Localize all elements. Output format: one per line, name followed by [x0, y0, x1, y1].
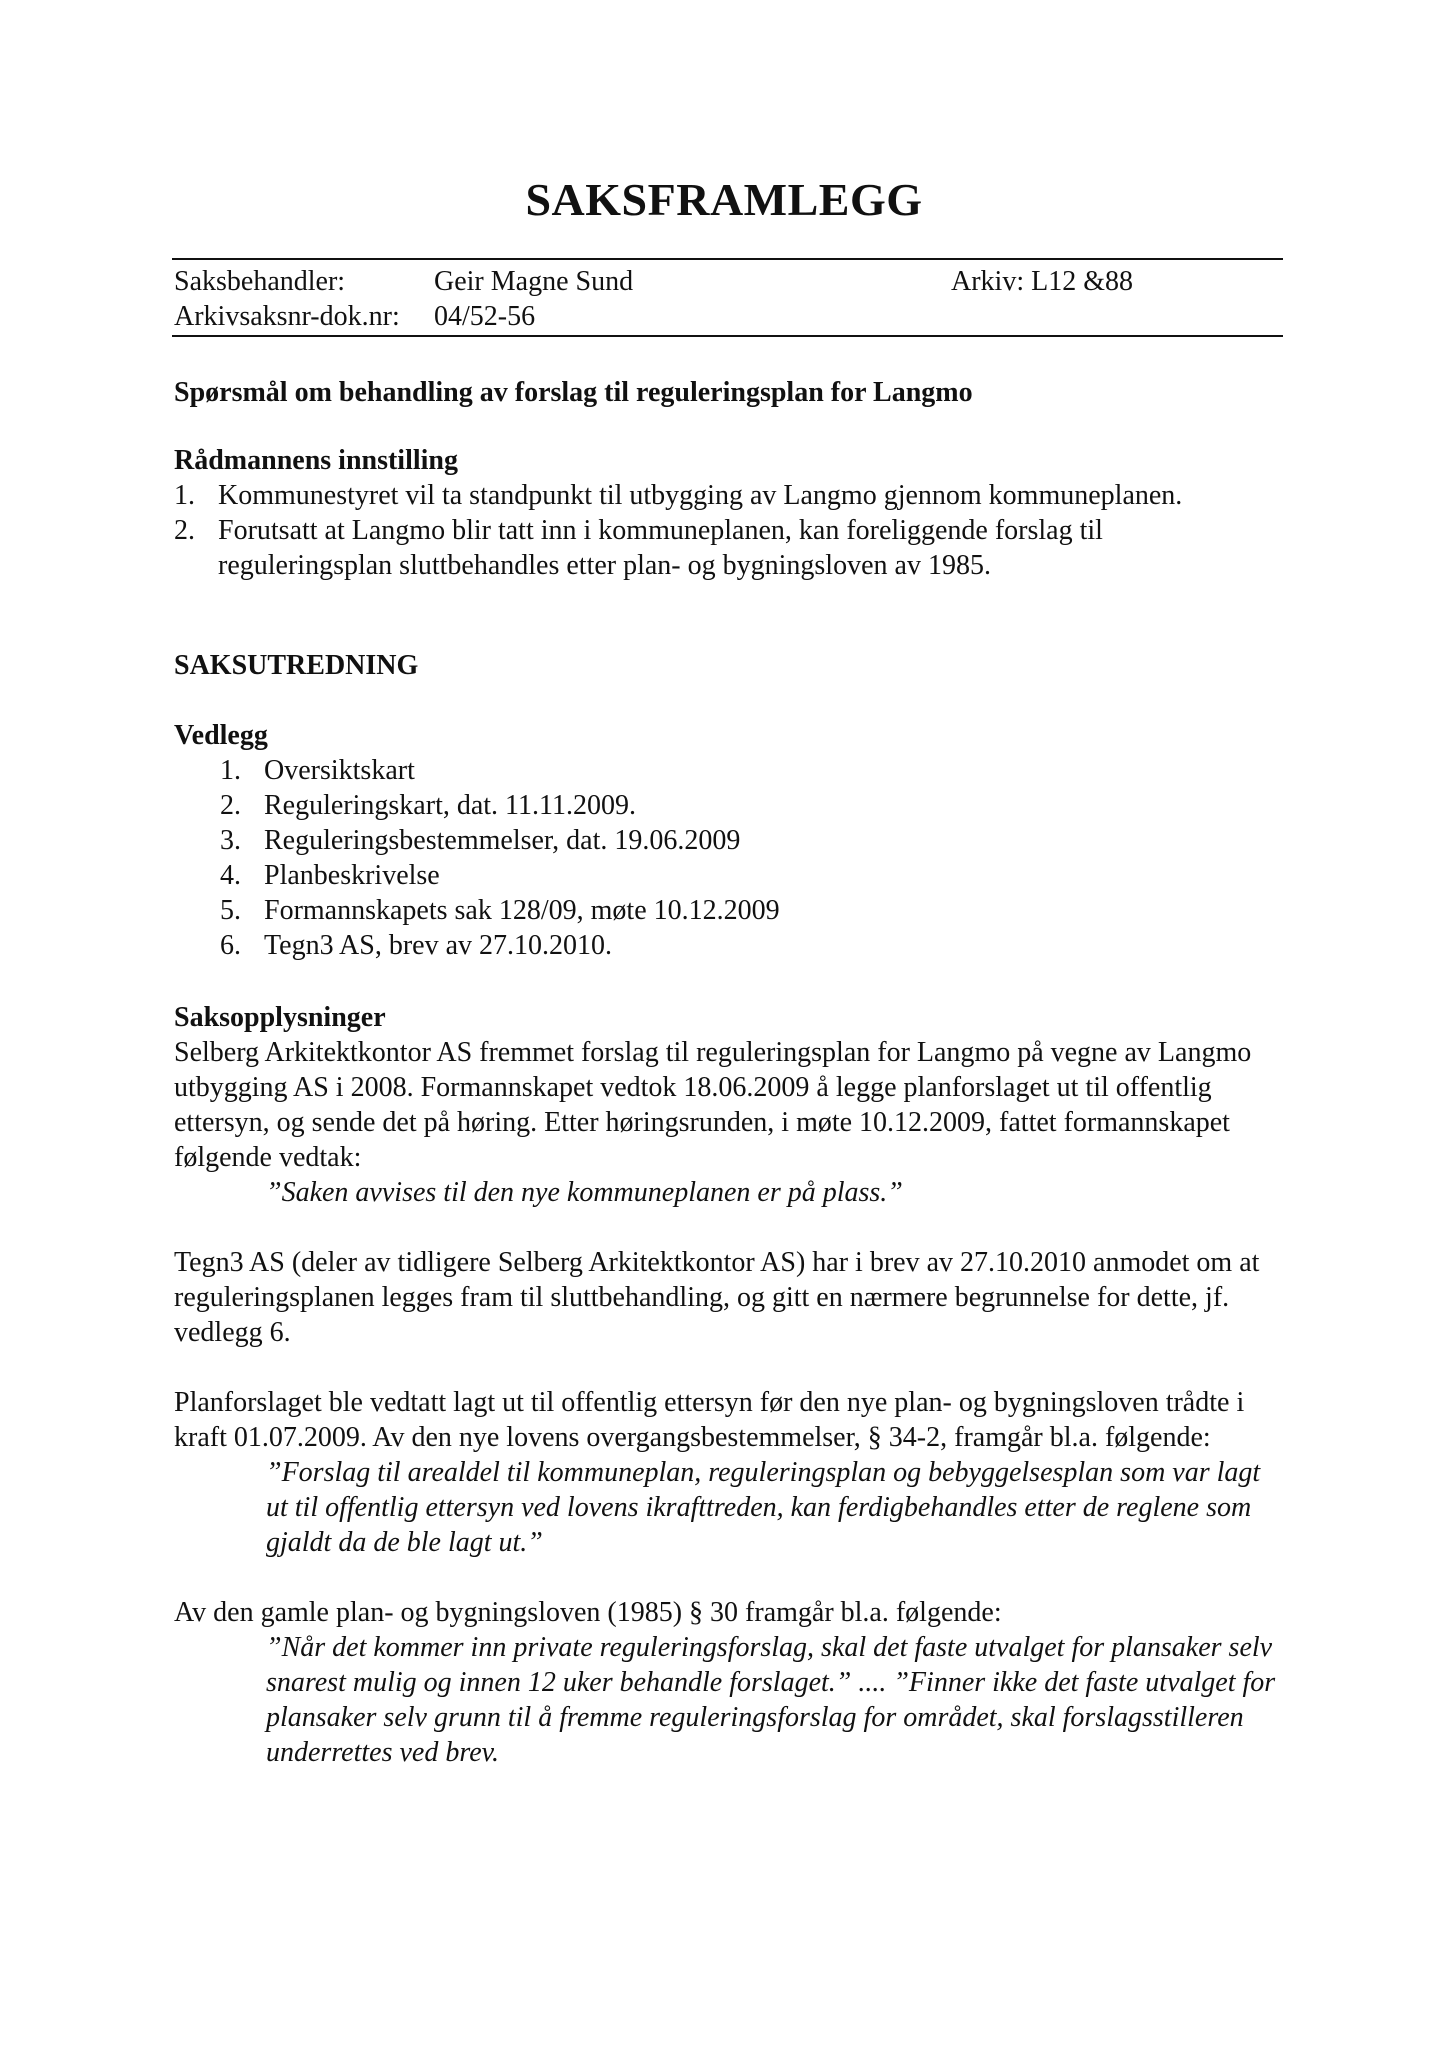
vedlegg-heading: Vedlegg	[174, 720, 268, 751]
arkiv-code: Arkiv: L12 &88	[951, 266, 1133, 297]
item-text: Reguleringskart, dat. 11.11.2009.	[264, 790, 636, 821]
list-item	[174, 788, 1284, 823]
saksutredning-section	[174, 648, 1284, 683]
list-item	[174, 823, 1284, 858]
saksbehandler-label: Saksbehandler:	[174, 266, 346, 297]
item-number: 2.	[220, 790, 241, 821]
saksbehandler-value: Geir Magne Sund	[434, 266, 634, 297]
document-title: SAKSFRAMLEGG	[525, 174, 923, 225]
item-number: 1.	[174, 480, 195, 511]
saksutredning-heading: SAKSUTREDNING	[174, 650, 419, 681]
header-rule-bottom	[172, 335, 1283, 337]
list-item	[174, 928, 1284, 963]
item-number: 2.	[174, 515, 195, 546]
item-text: Oversiktskart	[264, 755, 415, 786]
item-number: 6.	[220, 930, 241, 961]
item-text: Planbeskrivelse	[264, 860, 440, 891]
arkivsaksnr-value: 04/52-56	[434, 301, 536, 332]
quote-pbl-30: ”Når det kommer inn private reguleringsforslag, skal det faste utvalget for plansaker selv snarest mulig og innen 12 uker behandle forslaget.” .... ”Finner ikke det faste utvalget for plansaker selv grunn til å fremme reguleringsforslag for området, skal forslagsstilleren underrettes ved brev.	[266, 1632, 1276, 1768]
item-number: 1.	[220, 755, 241, 786]
paragraph-overgang: Planforslaget ble vedtatt lagt ut til offentlig ettersyn før den nye plan- og bygningsloven trådte i kraft 01.07.2009. Av den nye lovens overgangsbestemmelser, § 34-2, framgår bl.a. følgende:	[174, 1387, 1245, 1453]
paragraph-tegn3: Tegn3 AS (deler av tidligere Selberg Arkitektkontor AS) har i brev av 27.10.2010 anmodet om at reguleringsplanen legges fram til sluttbehandling, og gitt en nærmere begrunnelse for dette, jf. vedlegg 6.	[174, 1247, 1260, 1348]
case-subject	[174, 375, 1284, 410]
header-rule-top	[172, 258, 1283, 260]
item-number: 4.	[220, 860, 241, 891]
saksopplysninger-section	[174, 1000, 1284, 1770]
paragraph-history: Selberg Arkitektkontor AS fremmet forslag til reguleringsplan for Langmo på vegne av Langmo utbygging AS i 2008. Formannskapet vedtok 18.06.2009 å legge planforslaget ut til offentlig ettersyn, og sende det på høring. Etter høringsrunden, i møte 10.12.2009, fattet formannskapet følgende vedtak:	[174, 1037, 1252, 1173]
list-item	[174, 893, 1284, 928]
item-text: Formannskapets sak 128/09, møte 10.12.2009	[264, 895, 780, 926]
innstilling-heading: Rådmannens innstilling	[174, 445, 458, 476]
subject-heading: Spørsmål om behandling av forslag til reguleringsplan for Langmo	[174, 377, 973, 408]
quote-overgangsbestemmelser: ”Forslag til arealdel til kommuneplan, reguleringsplan og bebyggelsesplan som var lagt ut til offentlig ettersyn ved lovens ikrafttreden, kan ferdigbehandles etter de reglene som gjaldt da de ble lagt ut.”	[266, 1457, 1261, 1558]
item-text: Kommunestyret vil ta standpunkt til utbygging av Langmo gjennom kommuneplanen.	[218, 480, 1183, 511]
saksopplysninger-heading: Saksopplysninger	[174, 1002, 386, 1033]
item-number: 5.	[220, 895, 241, 926]
item-text: Reguleringsbestemmelser, dat. 19.06.2009	[264, 825, 741, 856]
meta-row-arkivsaksnr	[174, 299, 535, 334]
item-number: 3.	[220, 825, 241, 856]
innstilling-section	[174, 443, 1284, 583]
innstilling-list	[174, 478, 1284, 583]
list-item	[174, 513, 1284, 583]
vedlegg-section	[174, 718, 1284, 963]
vedlegg-list	[174, 753, 1284, 963]
list-item	[174, 753, 1284, 788]
arkivsaksnr-label: Arkivsaksnr-dok.nr:	[174, 301, 400, 332]
list-item	[174, 858, 1284, 893]
paragraph-pbl-1985: Av den gamle plan- og bygningsloven (1985) § 30 framgår bl.a. følgende:	[174, 1597, 1002, 1628]
list-item	[174, 478, 1284, 513]
item-text: Tegn3 AS, brev av 27.10.2010.	[264, 930, 613, 961]
quote-vedtak: ”Saken avvises til den nye kommuneplanen er på plass.”	[266, 1177, 903, 1208]
item-text: Forutsatt at Langmo blir tatt inn i kommuneplanen, kan foreliggende forslag til reguleringsplan sluttbehandles etter plan- og bygningsloven av 1985.	[218, 515, 1103, 581]
meta-row-saksbehandler	[174, 264, 633, 299]
